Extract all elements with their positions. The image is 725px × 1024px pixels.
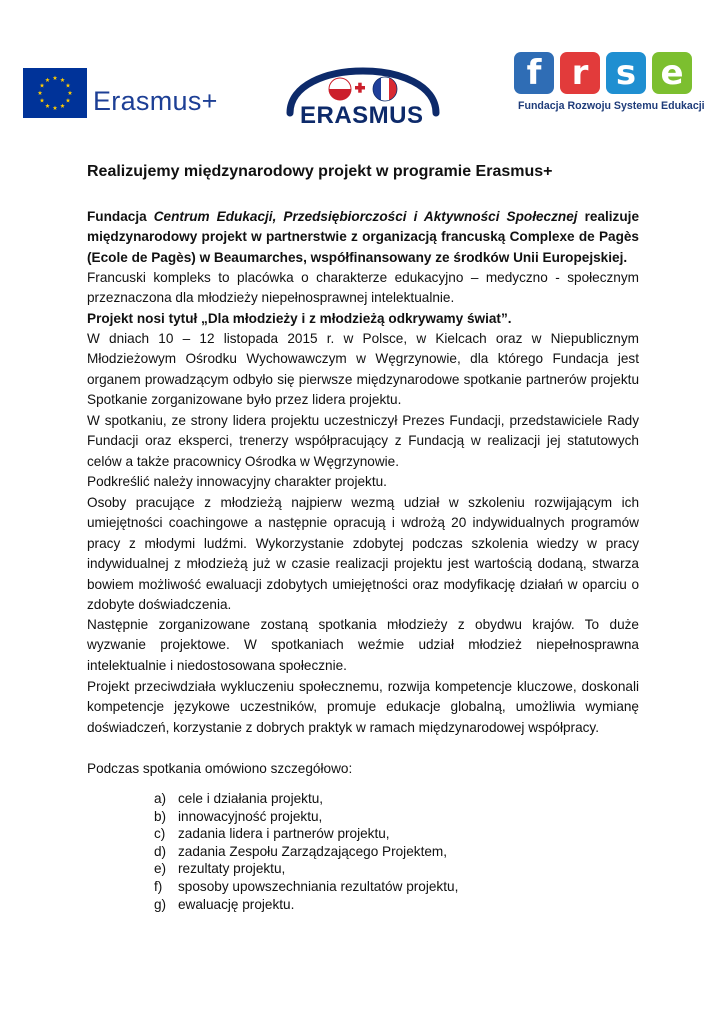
eu-star-icon xyxy=(60,104,65,108)
eu-star-icon xyxy=(60,78,65,82)
frse-letter-s: s xyxy=(606,52,646,94)
list-item: d) zadania Zespołu Zarządzającego Projektem, xyxy=(154,843,448,859)
eu-star-icon xyxy=(68,91,73,95)
eu-star-icon xyxy=(66,83,71,87)
list-item: a) cele i działania projektu, xyxy=(154,791,324,806)
frse-logo xyxy=(514,52,705,122)
list-item: e) rezultaty projektu, xyxy=(154,861,286,877)
eu-star-icon xyxy=(38,91,43,95)
frse-caption: Fundacja Rozwoju Systemu Edukacji xyxy=(518,100,705,112)
logo-header xyxy=(0,0,725,140)
intro-lead: Fundacja xyxy=(87,209,154,224)
foundation-name: Centrum Edukacji, Przedsiębiorczości i Aktywności Społecznej xyxy=(153,209,578,224)
eu-star-icon xyxy=(40,98,45,102)
list-item: c) zadania lidera i partnerów projektu, xyxy=(154,826,390,842)
erasmus-plus-wordmark: Erasmus+ xyxy=(93,86,218,116)
paragraph-intro xyxy=(87,207,639,268)
list-intro: Podczas spotkania omówiono szczegółowo: xyxy=(87,761,353,776)
topics-list xyxy=(154,790,458,913)
list-item: g) ewaluację projektu. xyxy=(154,896,295,912)
paragraph-training: Osoby pracujące z młodzieżą najpierw wezmą udział w szkoleniu rozwijającym ich umiejętności coachingowe a następnie opracują i wdrożą 20 indywidualnych programów pracy z młodymi ludźmi. Wykorzystanie zdobytej podczas szkolenia wiedzy w pracy indywidualnej z młodzieżą już w czasie realizacji projektu jest wartością dodaną, stwarza bowiem możliwość ewaluacji zdobytych umiejętności oraz modyfikację działań w oparciu o zdobyte doświadczenia. xyxy=(87,495,639,613)
list-item: f) sposoby upowszechniania rezultatów projektu, xyxy=(154,878,459,894)
frse-letter-r: r xyxy=(560,52,600,94)
frse-letter-f: f xyxy=(514,52,554,94)
erasmus-badge-wordmark: ERASMUS xyxy=(300,102,424,129)
paragraph-participants: W spotkaniu, ze strony lidera projektu uczestniczył Prezes Fundacji, przedstawiciele Rady Fundacji oraz eksperci, trenerzy współpracujący z Fundacją w realizacji jej statutowych celów a także pracownicy Ośrodka w Węgrzynowie. xyxy=(87,413,639,469)
paragraph-meeting: W dniach 10 – 12 listopada 2015 r. w Polsce, w Kielcach oraz w Niepublicznym Młodzieżowym Ośrodku Wychowawczym w Węgrzynowie, dla którego Fundacja jest organem prowadzącym odbyło się pierwsze międzynarodowe spotkanie partnerów projektu Spotkanie zorganizowane było przez lidera projektu. xyxy=(87,331,639,408)
eu-star-icon xyxy=(45,104,50,108)
eu-star-icon xyxy=(53,76,58,80)
erasmus-badge-logo xyxy=(282,47,444,133)
page-title: Realizujemy międzynarodowy projekt w programie Erasmus+ xyxy=(87,163,553,180)
eu-star-icon xyxy=(53,106,58,110)
eu-flag-icon xyxy=(23,68,87,118)
list-item: b) innowacyjność projektu, xyxy=(154,808,323,824)
eu-stars-icon xyxy=(23,68,87,118)
paragraph-youth-meetings: Następnie zorganizowane zostaną spotkania młodzieży z obydwu krajów. To duże wyzwanie projektowe. W spotkaniach weźmie udział młodzież niepełnosprawna intelektualnie i niedostosowana społecznie. xyxy=(87,617,639,673)
frse-letter-e: e xyxy=(652,52,692,94)
eu-star-icon xyxy=(66,98,71,102)
paragraph-innovation: Podkreślić należy innowacyjny charakter projektu. xyxy=(87,474,387,489)
eu-star-icon xyxy=(40,83,45,87)
paragraph-partner: Francuski kompleks to placówka o charakterze edukacyjno – medyczno - społecznym przeznaczona dla młodzieży niepełnosprawnej intelektualnie. xyxy=(87,270,639,306)
paragraph-goals: Projekt przeciwdziała wykluczeniu społecznemu, rozwija kompetencje kluczowe, doskonali kompetencje językowe uczestników, promuje edukacje globalną, umożliwia wymianę doświadczeń, korzystanie z dobrych praktyk w ramach międzynarodowej współpracy. xyxy=(87,679,639,735)
eu-star-icon xyxy=(45,78,50,82)
intro-rest: realizuje międzynarodowy projekt w partnerstwie z organizacją francuską Complexe de Pagès (Ecole de Pagès) w Beaumarches, współfinansowany ze środków Unii Europejskiej. xyxy=(87,209,639,265)
paragraph-project-title: Projekt nosi tytuł „Dla młodzieży i z młodzieżą odkrywamy świat”. xyxy=(87,311,512,326)
